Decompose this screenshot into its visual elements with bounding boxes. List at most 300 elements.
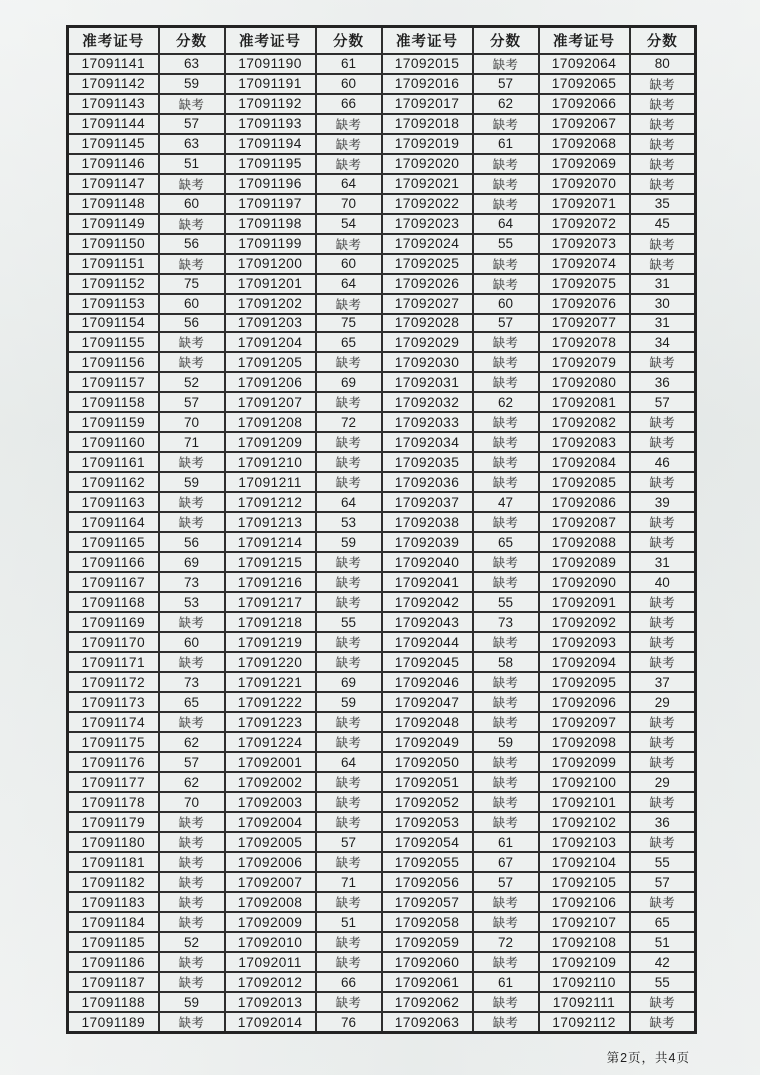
- score-cell: 缺考: [473, 114, 539, 134]
- exam-id-cell: 17092093: [539, 632, 630, 652]
- score-cell: 缺考: [316, 114, 382, 134]
- table-row: [68, 892, 696, 912]
- score-cell: 缺考: [159, 852, 225, 872]
- exam-id-cell: 17092016: [382, 74, 473, 94]
- score-cell: 61: [316, 54, 382, 74]
- exam-id-cell: 17092003: [225, 792, 316, 812]
- score-cell: 66: [316, 94, 382, 114]
- score-cell: 59: [473, 732, 539, 752]
- exam-id-cell: 17092083: [539, 432, 630, 452]
- score-cell: 45: [630, 214, 696, 234]
- exam-id-cell: 17092045: [382, 652, 473, 672]
- score-cell: 缺考: [316, 732, 382, 752]
- table-row: [68, 234, 696, 254]
- header-exam-id: 准考证号: [225, 27, 316, 54]
- exam-id-cell: 17091200: [225, 254, 316, 274]
- exam-id-cell: 17092081: [539, 392, 630, 412]
- exam-id-cell: 17092079: [539, 352, 630, 372]
- exam-id-cell: 17092102: [539, 812, 630, 832]
- score-cell: 55: [630, 852, 696, 872]
- score-cell: 60: [316, 74, 382, 94]
- score-cell: 59: [159, 472, 225, 492]
- score-cell: 缺考: [316, 452, 382, 472]
- exam-id-cell: 17092085: [539, 472, 630, 492]
- score-cell: 缺考: [316, 812, 382, 832]
- exam-id-cell: 17091163: [68, 492, 159, 512]
- score-cell: 缺考: [473, 552, 539, 572]
- score-cell: 缺考: [473, 992, 539, 1012]
- score-cell: 缺考: [630, 652, 696, 672]
- exam-id-cell: 17092020: [382, 154, 473, 174]
- score-cell: 缺考: [316, 234, 382, 254]
- exam-id-cell: 17092047: [382, 692, 473, 712]
- exam-id-cell: 17091202: [225, 294, 316, 314]
- score-cell: 缺考: [473, 452, 539, 472]
- exam-id-cell: 17091146: [68, 154, 159, 174]
- score-cell: 62: [159, 772, 225, 792]
- exam-id-cell: 17092099: [539, 752, 630, 772]
- exam-id-cell: 17091213: [225, 512, 316, 532]
- score-cell: 56: [159, 532, 225, 552]
- score-cell: 40: [630, 572, 696, 592]
- exam-id-cell: 17092037: [382, 492, 473, 512]
- score-cell: 71: [159, 432, 225, 452]
- score-cell: 缺考: [630, 512, 696, 532]
- exam-id-cell: 17091143: [68, 94, 159, 114]
- table-row: [68, 932, 696, 952]
- exam-id-cell: 17091195: [225, 154, 316, 174]
- exam-id-cell: 17091206: [225, 372, 316, 392]
- score-cell: 55: [473, 592, 539, 612]
- exam-id-cell: 17091144: [68, 114, 159, 134]
- exam-id-cell: 17092055: [382, 852, 473, 872]
- score-cell: 缺考: [473, 692, 539, 712]
- header-exam-id: 准考证号: [382, 27, 473, 54]
- score-cell: 70: [159, 412, 225, 432]
- score-cell: 57: [473, 314, 539, 333]
- score-cell: 缺考: [316, 134, 382, 154]
- score-cell: 73: [159, 672, 225, 692]
- exam-id-cell: 17092051: [382, 772, 473, 792]
- exam-id-cell: 17091191: [225, 74, 316, 94]
- exam-id-cell: 17091184: [68, 912, 159, 932]
- exam-id-cell: 17092075: [539, 274, 630, 294]
- exam-id-cell: 17091156: [68, 352, 159, 372]
- exam-id-cell: 17091164: [68, 512, 159, 532]
- score-cell: 缺考: [159, 1012, 225, 1033]
- exam-id-cell: 17092076: [539, 294, 630, 314]
- score-cell: 缺考: [473, 632, 539, 652]
- exam-id-cell: 17091154: [68, 314, 159, 333]
- exam-id-cell: 17092064: [539, 54, 630, 74]
- score-cell: 51: [630, 932, 696, 952]
- exam-id-cell: 17091224: [225, 732, 316, 752]
- exam-id-cell: 17091167: [68, 572, 159, 592]
- exam-id-cell: 17092068: [539, 134, 630, 154]
- exam-id-cell: 17092077: [539, 314, 630, 333]
- score-cell: 缺考: [630, 114, 696, 134]
- exam-id-cell: 17091193: [225, 114, 316, 134]
- exam-id-cell: 17091150: [68, 234, 159, 254]
- exam-id-cell: 17092017: [382, 94, 473, 114]
- exam-id-cell: 17091147: [68, 174, 159, 194]
- score-cell: 缺考: [630, 712, 696, 732]
- score-cell: 缺考: [159, 352, 225, 372]
- exam-id-cell: 17092012: [225, 972, 316, 992]
- score-cell: 52: [159, 932, 225, 952]
- table-row: [68, 274, 696, 294]
- score-cell: 31: [630, 314, 696, 333]
- table-row: [68, 912, 696, 932]
- score-cell: 65: [630, 912, 696, 932]
- exam-id-cell: 17092078: [539, 332, 630, 352]
- header-exam-id: 准考证号: [68, 27, 159, 54]
- score-cell: 67: [473, 852, 539, 872]
- exam-id-cell: 17092057: [382, 892, 473, 912]
- score-cell: 缺考: [159, 892, 225, 912]
- score-cell: 缺考: [316, 852, 382, 872]
- exam-id-cell: 17091171: [68, 652, 159, 672]
- exam-id-cell: 17091158: [68, 392, 159, 412]
- exam-score-table: [66, 25, 697, 1034]
- score-cell: 63: [159, 54, 225, 74]
- score-cell: 缺考: [316, 392, 382, 412]
- score-cell: 缺考: [316, 952, 382, 972]
- exam-id-cell: 17092058: [382, 912, 473, 932]
- score-cell: 缺考: [630, 832, 696, 852]
- score-cell: 71: [316, 872, 382, 892]
- score-cell: 62: [473, 392, 539, 412]
- score-cell: 缺考: [473, 1012, 539, 1033]
- exam-id-cell: 17092107: [539, 912, 630, 932]
- exam-id-cell: 17091142: [68, 74, 159, 94]
- exam-id-cell: 17091223: [225, 712, 316, 732]
- table-row: [68, 812, 696, 832]
- exam-id-cell: 17091205: [225, 352, 316, 372]
- exam-id-cell: 17092096: [539, 692, 630, 712]
- exam-id-cell: 17092042: [382, 592, 473, 612]
- score-cell: 缺考: [159, 712, 225, 732]
- score-cell: 64: [316, 492, 382, 512]
- score-cell: 缺考: [630, 134, 696, 154]
- score-cell: 缺考: [630, 174, 696, 194]
- exam-id-cell: 17091151: [68, 254, 159, 274]
- exam-id-cell: 17092106: [539, 892, 630, 912]
- score-cell: 69: [316, 372, 382, 392]
- score-cell: 31: [630, 552, 696, 572]
- table-row: [68, 612, 696, 632]
- exam-id-cell: 17092089: [539, 552, 630, 572]
- exam-id-cell: 17092035: [382, 452, 473, 472]
- table-row: [68, 852, 696, 872]
- exam-id-cell: 17092056: [382, 872, 473, 892]
- score-cell: 缺考: [473, 512, 539, 532]
- exam-id-cell: 17091219: [225, 632, 316, 652]
- score-cell: 缺考: [473, 274, 539, 294]
- score-cell: 61: [473, 134, 539, 154]
- exam-id-cell: 17091218: [225, 612, 316, 632]
- score-cell: 缺考: [473, 254, 539, 274]
- header-score: 分数: [473, 27, 539, 54]
- score-cell: 64: [316, 174, 382, 194]
- exam-id-cell: 17092097: [539, 712, 630, 732]
- exam-id-cell: 17092048: [382, 712, 473, 732]
- table-header-row: [68, 27, 696, 54]
- table-row: [68, 194, 696, 214]
- exam-id-cell: 17091155: [68, 332, 159, 352]
- score-cell: 缺考: [630, 732, 696, 752]
- score-cell: 缺考: [473, 352, 539, 372]
- score-cell: 60: [316, 254, 382, 274]
- table-row: [68, 114, 696, 134]
- exam-id-cell: 17091186: [68, 952, 159, 972]
- exam-id-cell: 17091222: [225, 692, 316, 712]
- exam-id-cell: 17091189: [68, 1012, 159, 1033]
- score-cell: 47: [473, 492, 539, 512]
- score-cell: 缺考: [473, 332, 539, 352]
- exam-id-cell: 17091178: [68, 792, 159, 812]
- score-cell: 64: [316, 752, 382, 772]
- table-row: [68, 94, 696, 114]
- exam-id-cell: 17092001: [225, 752, 316, 772]
- exam-id-cell: 17092015: [382, 54, 473, 74]
- score-cell: 缺考: [473, 54, 539, 74]
- table-row: [68, 512, 696, 532]
- score-cell: 缺考: [473, 672, 539, 692]
- score-cell: 缺考: [316, 792, 382, 812]
- score-cell: 缺考: [473, 472, 539, 492]
- score-cell: 缺考: [316, 652, 382, 672]
- score-cell: 缺考: [473, 952, 539, 972]
- score-cell: 缺考: [316, 572, 382, 592]
- table-row: [68, 174, 696, 194]
- score-cell: 缺考: [316, 932, 382, 952]
- score-cell: 缺考: [316, 352, 382, 372]
- table-row: [68, 652, 696, 672]
- exam-id-cell: 17092088: [539, 532, 630, 552]
- table-row: [68, 972, 696, 992]
- score-cell: 缺考: [473, 812, 539, 832]
- score-cell: 35: [630, 194, 696, 214]
- exam-id-cell: 17091209: [225, 432, 316, 452]
- score-cell: 缺考: [159, 972, 225, 992]
- score-cell: 缺考: [630, 254, 696, 274]
- exam-id-cell: 17092073: [539, 234, 630, 254]
- exam-id-cell: 17092011: [225, 952, 316, 972]
- score-cell: 缺考: [159, 612, 225, 632]
- score-cell: 缺考: [630, 532, 696, 552]
- score-cell: 缺考: [159, 912, 225, 932]
- exam-id-cell: 17091220: [225, 652, 316, 672]
- exam-id-cell: 17091177: [68, 772, 159, 792]
- exam-id-cell: 17092032: [382, 392, 473, 412]
- exam-id-cell: 17091173: [68, 692, 159, 712]
- exam-id-cell: 17092108: [539, 932, 630, 952]
- score-cell: 62: [473, 94, 539, 114]
- exam-id-cell: 17092010: [225, 932, 316, 952]
- score-cell: 缺考: [159, 94, 225, 114]
- exam-id-cell: 17092041: [382, 572, 473, 592]
- score-cell: 缺考: [159, 512, 225, 532]
- exam-id-cell: 17092008: [225, 892, 316, 912]
- score-cell: 70: [316, 194, 382, 214]
- exam-id-cell: 17092084: [539, 452, 630, 472]
- exam-id-cell: 17091181: [68, 852, 159, 872]
- header-score: 分数: [316, 27, 382, 54]
- exam-id-cell: 17091215: [225, 552, 316, 572]
- table-row: [68, 314, 696, 333]
- table-row: [68, 214, 696, 234]
- score-cell: 55: [630, 972, 696, 992]
- score-cell: 缺考: [159, 332, 225, 352]
- score-cell: 缺考: [159, 952, 225, 972]
- exam-id-cell: 17091211: [225, 472, 316, 492]
- score-cell: 60: [473, 294, 539, 314]
- exam-id-cell: 17091182: [68, 872, 159, 892]
- exam-id-cell: 17092105: [539, 872, 630, 892]
- score-cell: 57: [316, 832, 382, 852]
- page-number-footer: 第2页，共4页: [606, 1051, 690, 1065]
- exam-id-cell: 17092095: [539, 672, 630, 692]
- score-cell: 缺考: [316, 712, 382, 732]
- exam-id-cell: 17092025: [382, 254, 473, 274]
- exam-id-cell: 17092040: [382, 552, 473, 572]
- score-cell: 缺考: [159, 832, 225, 852]
- table-row: [68, 692, 696, 712]
- score-cell: 52: [159, 372, 225, 392]
- exam-id-cell: 17091198: [225, 214, 316, 234]
- table-row: [68, 592, 696, 612]
- score-cell: 缺考: [630, 154, 696, 174]
- exam-id-cell: 17092087: [539, 512, 630, 532]
- score-cell: 76: [316, 1012, 382, 1033]
- exam-id-cell: 17092060: [382, 952, 473, 972]
- score-cell: 66: [316, 972, 382, 992]
- exam-id-cell: 17092098: [539, 732, 630, 752]
- score-cell: 72: [316, 412, 382, 432]
- exam-id-cell: 17091160: [68, 432, 159, 452]
- score-cell: 缺考: [316, 592, 382, 612]
- exam-id-cell: 17091187: [68, 972, 159, 992]
- score-cell: 72: [473, 932, 539, 952]
- score-cell: 缺考: [630, 94, 696, 114]
- score-cell: 缺考: [473, 412, 539, 432]
- exam-id-cell: 17092005: [225, 832, 316, 852]
- score-cell: 64: [473, 214, 539, 234]
- table-row: [68, 992, 696, 1012]
- score-cell: 59: [159, 992, 225, 1012]
- exam-id-cell: 17091212: [225, 492, 316, 512]
- exam-id-cell: 17091169: [68, 612, 159, 632]
- exam-id-cell: 17092061: [382, 972, 473, 992]
- exam-id-cell: 17091153: [68, 294, 159, 314]
- exam-id-cell: 17091196: [225, 174, 316, 194]
- score-cell: 缺考: [473, 912, 539, 932]
- score-cell: 缺考: [473, 154, 539, 174]
- exam-id-cell: 17091217: [225, 592, 316, 612]
- table-row: [68, 74, 696, 94]
- exam-id-cell: 17091204: [225, 332, 316, 352]
- exam-id-cell: 17092112: [539, 1012, 630, 1033]
- exam-id-cell: 17092013: [225, 992, 316, 1012]
- exam-id-cell: 17091210: [225, 452, 316, 472]
- exam-id-cell: 17092046: [382, 672, 473, 692]
- score-cell: 缺考: [316, 632, 382, 652]
- score-cell: 60: [159, 194, 225, 214]
- exam-id-cell: 17092036: [382, 472, 473, 492]
- score-cell: 57: [159, 752, 225, 772]
- exam-id-cell: 17092030: [382, 352, 473, 372]
- table-row: [68, 632, 696, 652]
- exam-id-cell: 17092069: [539, 154, 630, 174]
- table-row: [68, 134, 696, 154]
- exam-id-cell: 17092014: [225, 1012, 316, 1033]
- table-row: [68, 332, 696, 352]
- score-cell: 缺考: [630, 352, 696, 372]
- exam-id-cell: 17092103: [539, 832, 630, 852]
- exam-id-cell: 17092019: [382, 134, 473, 154]
- exam-id-cell: 17091145: [68, 134, 159, 154]
- table-row: [68, 772, 696, 792]
- exam-id-cell: 17092043: [382, 612, 473, 632]
- exam-id-cell: 17091170: [68, 632, 159, 652]
- exam-id-cell: 17092070: [539, 174, 630, 194]
- exam-id-cell: 17092028: [382, 314, 473, 333]
- exam-id-cell: 17092022: [382, 194, 473, 214]
- exam-id-cell: 17092082: [539, 412, 630, 432]
- score-cell: 缺考: [630, 234, 696, 254]
- header-score: 分数: [630, 27, 696, 54]
- exam-id-cell: 17091190: [225, 54, 316, 74]
- score-cell: 缺考: [473, 432, 539, 452]
- score-cell: 57: [630, 392, 696, 412]
- exam-id-cell: 17092109: [539, 952, 630, 972]
- score-cell: 42: [630, 952, 696, 972]
- score-cell: 70: [159, 792, 225, 812]
- table-row: [68, 392, 696, 412]
- score-cell: 51: [159, 154, 225, 174]
- score-cell: 缺考: [316, 472, 382, 492]
- exam-id-cell: 17092074: [539, 254, 630, 274]
- exam-id-cell: 17092034: [382, 432, 473, 452]
- score-cell: 缺考: [473, 792, 539, 812]
- exam-id-cell: 17091162: [68, 472, 159, 492]
- exam-id-cell: 17091165: [68, 532, 159, 552]
- exam-id-cell: 17092090: [539, 572, 630, 592]
- exam-id-cell: 17092062: [382, 992, 473, 1012]
- exam-id-cell: 17092080: [539, 372, 630, 392]
- table-row: [68, 1012, 696, 1033]
- score-cell: 29: [630, 692, 696, 712]
- exam-id-cell: 17092009: [225, 912, 316, 932]
- score-cell: 缺考: [630, 432, 696, 452]
- score-cell: 57: [473, 872, 539, 892]
- exam-id-cell: 17091214: [225, 532, 316, 552]
- score-cell: 缺考: [159, 174, 225, 194]
- score-cell: 缺考: [473, 892, 539, 912]
- score-cell: 缺考: [316, 294, 382, 314]
- exam-id-cell: 17092021: [382, 174, 473, 194]
- table-row: [68, 672, 696, 692]
- score-cell: 缺考: [630, 892, 696, 912]
- score-cell: 缺考: [159, 872, 225, 892]
- score-cell: 缺考: [630, 792, 696, 812]
- exam-id-cell: 17092031: [382, 372, 473, 392]
- exam-id-cell: 17091185: [68, 932, 159, 952]
- exam-id-cell: 17092110: [539, 972, 630, 992]
- exam-id-cell: 17092094: [539, 652, 630, 672]
- score-cell: 65: [316, 332, 382, 352]
